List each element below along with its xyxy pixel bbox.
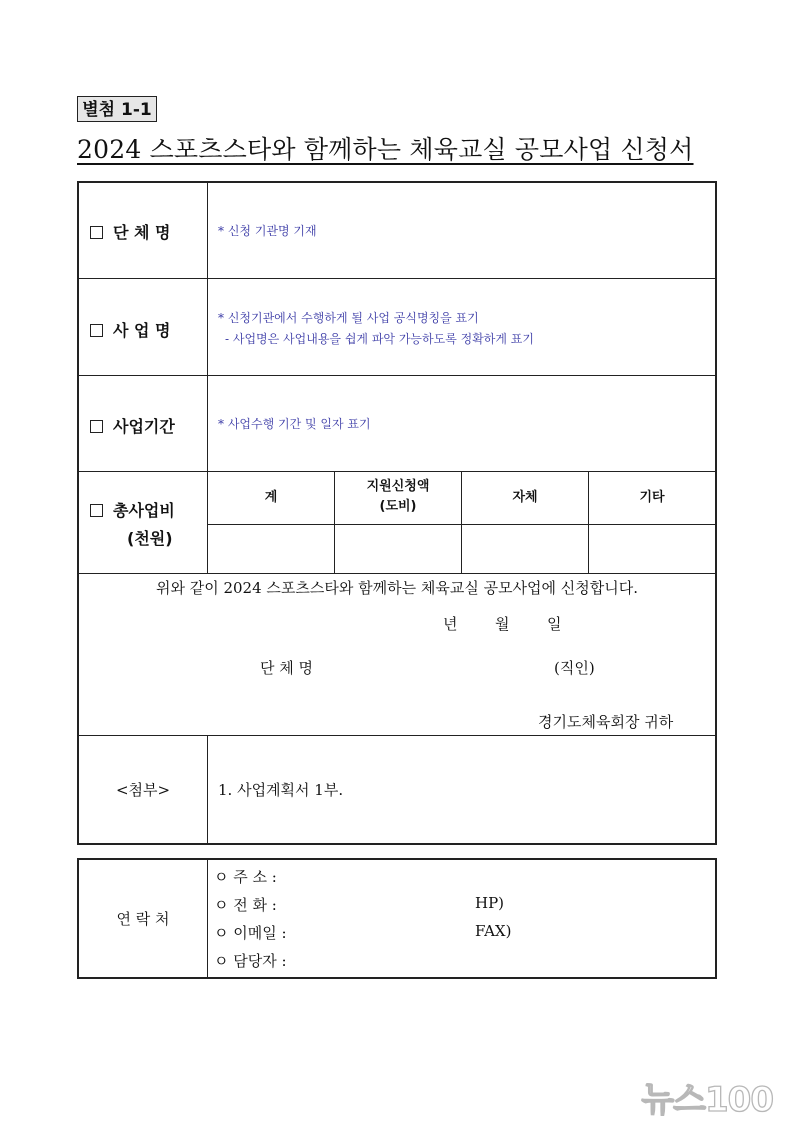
declaration-org-label: 단 체 명: [260, 659, 314, 677]
budget-col-self: 자체: [512, 490, 538, 505]
contact-manager: ㅇ 담당자 :: [214, 952, 287, 970]
budget-total-cell[interactable]: [208, 525, 334, 573]
budget-unit: (천원): [127, 529, 173, 548]
budget-support-cell[interactable]: [335, 525, 461, 573]
contact-address: ㅇ 주 소 :: [214, 868, 277, 886]
checkbox-icon: [90, 420, 103, 433]
budget-col-support: 지원신청액 (도비): [366, 479, 430, 514]
org-name-label: 단 체 명: [90, 220, 171, 243]
period-label: 사업기간: [90, 414, 175, 437]
project-name-subhint: - 사업명은 사업내용을 쉽게 파악 가능하도록 정확하게 표기: [225, 332, 534, 346]
document-title: 2024 스포츠스타와 함께하는 체육교실 공모사업 신청서: [77, 135, 694, 164]
addressee: 경기도체육회장 귀하: [538, 713, 674, 731]
date-month-label: 월: [495, 615, 510, 633]
contact-hp: HP): [475, 894, 505, 912]
budget-self-cell[interactable]: [462, 525, 588, 573]
attachment-label: <첨부>: [115, 781, 171, 799]
contact-email: ㅇ 이메일 :: [214, 924, 287, 942]
budget-col-total: 계: [264, 490, 278, 505]
checkbox-icon: [90, 324, 103, 337]
project-name-hint: * 신청기관에서 수행하게 될 사업 공식명칭을 표기: [218, 311, 479, 325]
contact-phone: ㅇ 전 화 :: [214, 896, 277, 914]
watermark-logo: 뉴스100: [641, 1080, 773, 1120]
attachment-tag: 별첨 1-1: [77, 96, 157, 122]
org-name-hint: * 신청 기관명 기재: [218, 224, 317, 238]
date-year-label: 년: [443, 615, 458, 633]
project-name-label: 사 업 명: [90, 318, 171, 341]
seal-label: (직인): [554, 659, 595, 677]
period-hint: * 사업수행 기간 및 일자 표기: [218, 417, 371, 431]
budget-label: 총사업비: [90, 498, 175, 521]
contact-label: 연 락 처: [116, 910, 170, 928]
budget-col-other: 기타: [639, 490, 665, 505]
date-day-label: 일: [547, 615, 562, 633]
checkbox-icon: [90, 226, 103, 239]
declaration-statement: 위와 같이 2024 스포츠스타와 함께하는 체육교실 공모사업에 신청합니다.: [155, 579, 639, 597]
contact-fax: FAX): [475, 922, 512, 940]
checkbox-icon: [90, 504, 103, 517]
attachment-item: 1. 사업계획서 1부.: [218, 781, 344, 799]
budget-other-cell[interactable]: [589, 525, 715, 573]
